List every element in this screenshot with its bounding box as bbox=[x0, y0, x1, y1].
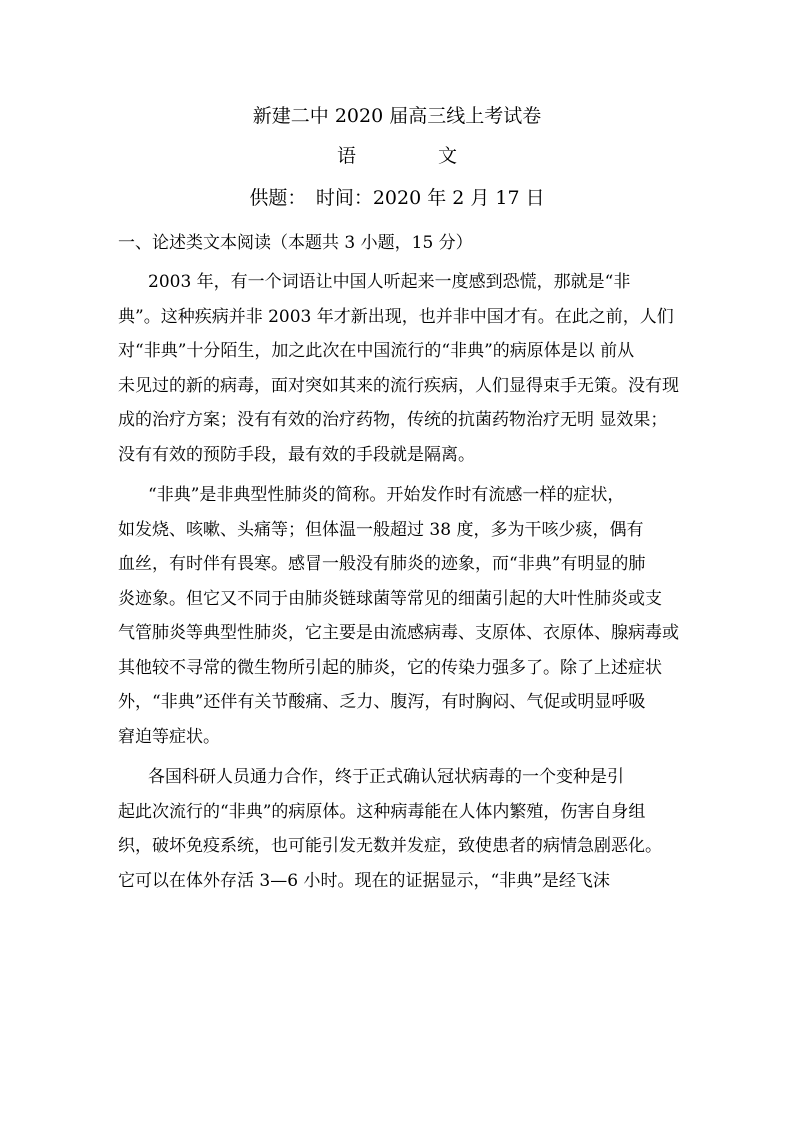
reading-passage bbox=[118, 265, 698, 898]
paragraph-2 bbox=[118, 478, 698, 754]
text-line: 气管肺炎等典型性肺炎，它主要是由流感病毒、支原体、衣原体、腺病毒或 bbox=[118, 623, 679, 643]
text-line: 起此次流行的“非典”的病原体。这种病毒能在人体内繁殖，伤害自身组 bbox=[118, 801, 646, 822]
text-line: 未见过的新的病毒，面对突如其来的流行疾病，人们显得束手无策。没有现 bbox=[118, 375, 679, 396]
text-line: “非典”是非典型性肺炎的简称。开始发作时有流感一样的症状， bbox=[148, 485, 625, 505]
text-line: 各国科研人员通力合作，终于正式确认冠状病毒的一个变种是引 bbox=[148, 767, 624, 787]
text-line: 没有有效的预防手段，最有效的手段就是隔离。 bbox=[118, 444, 475, 465]
exam-meta: 供题： 时间：2020 年 2 月 17 日 bbox=[249, 187, 545, 209]
exam-title: 新建二中 2020 届高三线上考试卷 bbox=[252, 105, 542, 127]
paragraph-1 bbox=[118, 265, 698, 472]
text-line: 典”。这种疾病并非 2003 年才新出现，也并非中国才有。在此之前，人们 bbox=[118, 306, 674, 327]
text-line: 血丝，有时伴有畏寒。感冒一般没有肺炎的迹象，而“非典”有明显的肺 bbox=[118, 554, 646, 574]
text-line: 其他较不寻常的微生物所引起的肺炎，它的传染力强多了。除了上述症状 bbox=[118, 657, 662, 678]
text-line: 织，破坏免疫系统，也可能引发无数并发症，致使患者的病情急剧恶化。 bbox=[118, 836, 662, 856]
text-line: 2003 年，有一个词语让中国人听起来一度感到恐慌，那就是“非 bbox=[148, 272, 631, 292]
section-heading: 一、论述类文本阅读（本题共 3 小题，15 分） bbox=[118, 233, 473, 253]
text-line: 炎迹象。但它又不同于由肺炎链球菌等常见的细菌引起的大叶性肺炎或支 bbox=[118, 588, 662, 609]
paragraph-3 bbox=[118, 760, 698, 898]
text-line: 成的治疗方案；没有有效的治疗药物，传统的抗菌药物治疗无明 显效果； bbox=[118, 410, 668, 430]
text-line: 对“非典”十分陌生，加之此次在中国流行的“非典”的病原体是以 前从 bbox=[118, 341, 635, 361]
text-line: 如发烧、咳嗽、头痛等；但体温一般超过 38 度，多为干咳少痰，偶有 bbox=[118, 519, 644, 540]
subject-title: 语 文 bbox=[336, 145, 496, 167]
text-line: 它可以在体外存活 3—6 小时。现在的证据显示，“非典”是经飞沫 bbox=[118, 870, 610, 891]
text-line: 外，“非典”还伴有关节酸痛、乏力、腹泻，有时胸闷、气促或明显呼吸 bbox=[118, 692, 646, 712]
text-line: 窘迫等症状。 bbox=[118, 726, 220, 747]
